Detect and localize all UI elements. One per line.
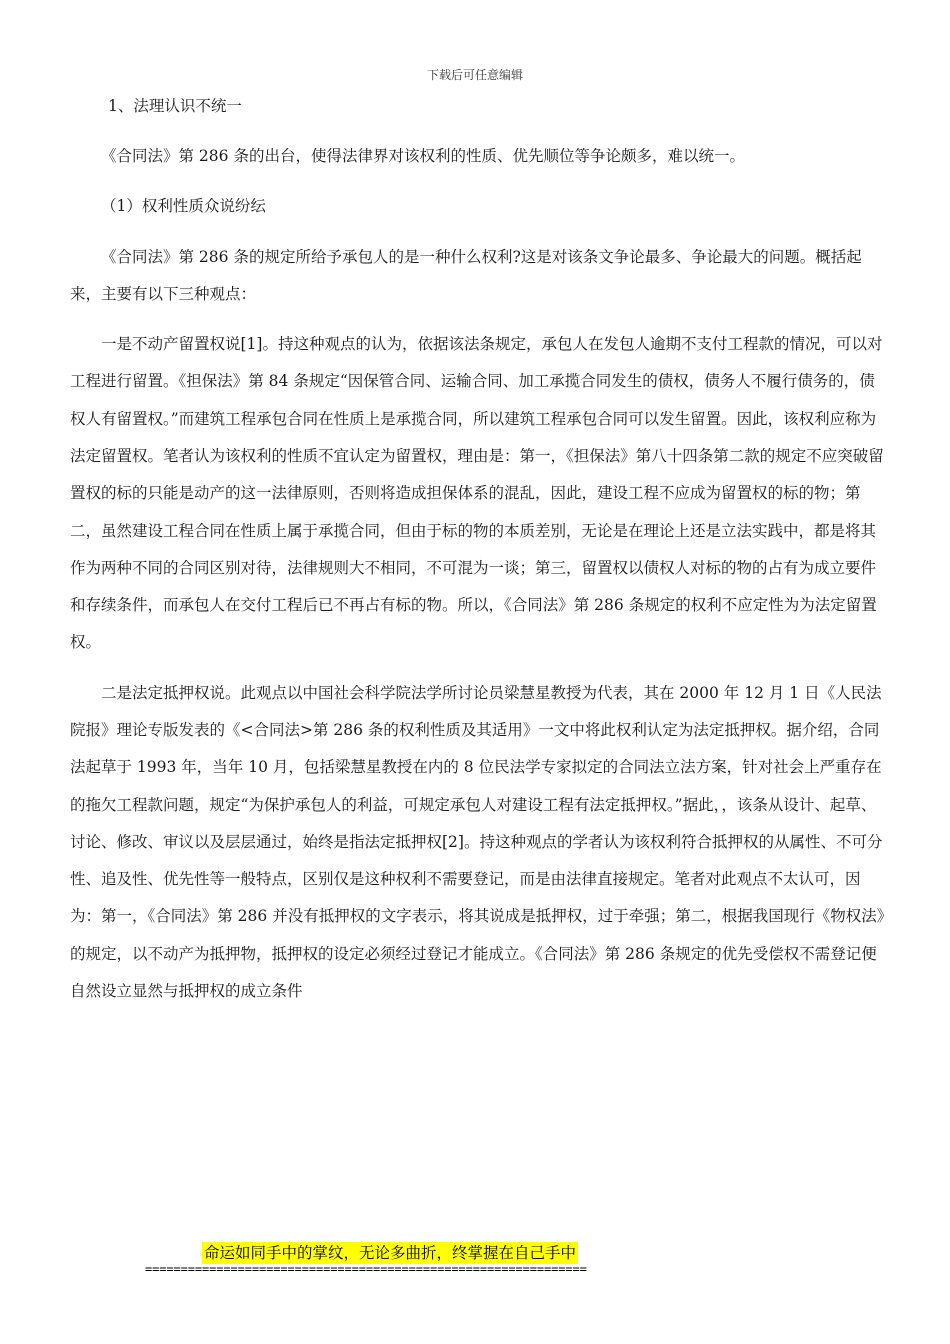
footer-motto-banner: 命运如同手中的掌纹，无论多曲折，终掌握在自己手中 [204, 1244, 577, 1262]
document-body [70, 88, 890, 1023]
subsection-heading: （1）权利性质众说纷纭 [101, 197, 266, 216]
paragraph-lien-theory: 一是不动产留置权说[1]。持这种观点的认为，依据该法条规定，承包人在发包人逾期不支付工程款的情况，可以对工程进行留置。《担保法》第 84 条规定“因保管合同、运输合同、加工承揽合同发生的债权，债务人不履行债务的，债权人有留置权。”而建筑工程承包合同在性质上是承揽合同，所以建筑工程承包合同可以发生留置。因此，该权利应称为法定留置权。笔者认为该权利的性质不宜认定为留置权，理由是：第一，《担保法》第八十四条第二款的规定不应突破留置权的标的只能是动产的这一法律原则，否则将造成担保体系的混乱，因此，建设工程不应成为留置权的标的物；第二，虽然建设工程合同在性质上属于承揽合同，但由于标的物的本质差别，无论是在理论上还是立法实践中，都是将其作为两种不同的合同区别对待，法律规则大不相同，不可混为一谈；第三，留置权以债权人对标的物的占有为成立要件和存续条件，而承包人在交付工程后已不再占有标的物。所以，《合同法》第 286 条规定的权利不应定性为为法定留置权。 [70, 335, 884, 652]
paragraph-intro: 《合同法》第 286 条的出台，使得法律界对该权利的性质、优先顺位等争论颇多，难以统一。 [101, 147, 745, 166]
section-heading: 1、法理认识不统一 [108, 97, 242, 115]
footer-divider: ============================================================== [145, 1262, 587, 1276]
paragraph-question: 《合同法》第 286 条的规定所给予承包人的是一种什么权利?这是对该条文争论最多、争论最大的问题。概括起来，主要有以下三种观点： [70, 247, 862, 303]
paragraph-mortgage-theory: 二是法定抵押权说。此观点以中国社会科学院法学所讨论员梁慧星教授为代表，其在 2000 年 12 月 1 日《人民法院报》理论专版发表的《<合同法>第 286 条的权利性质及其适用》一文中将此权利认定为法定抵押权。据介绍，合同法起草于 1993 年，当年 10 月，包括梁慧星教授在内的 8 位民法学专家拟定的合同法立法方案，针对社会上严重存在的拖欠工程款问题，规定“为保护承包人的利益，可规定承包人对建设工程有法定抵押权。”据此，，该条从设计、起草、讨论、修改、审议以及层层通过，始终是指法定抵押权[2]。持这种观点的学者认为该权利符合抵押权的从属性、不可分性、追及性、优先性等一般特点，区别仅是这种权利不需要登记，而是由法律直接规定。笔者对此观点不太认可，因为：第一，《合同法》第 286 并没有抵押权的文字表示，将其说成是抵押权，过于牵强；第二，根据我国现行《物权法》的规定，以不动产为抵押物，抵押权的设定必须经过登记才能成立。《合同法》第 286 条规定的优先受偿权不需登记便自然设立显然与抵押权的成立条件 [70, 683, 885, 1000]
page-header: 下载后可任意编辑 [426, 68, 523, 82]
